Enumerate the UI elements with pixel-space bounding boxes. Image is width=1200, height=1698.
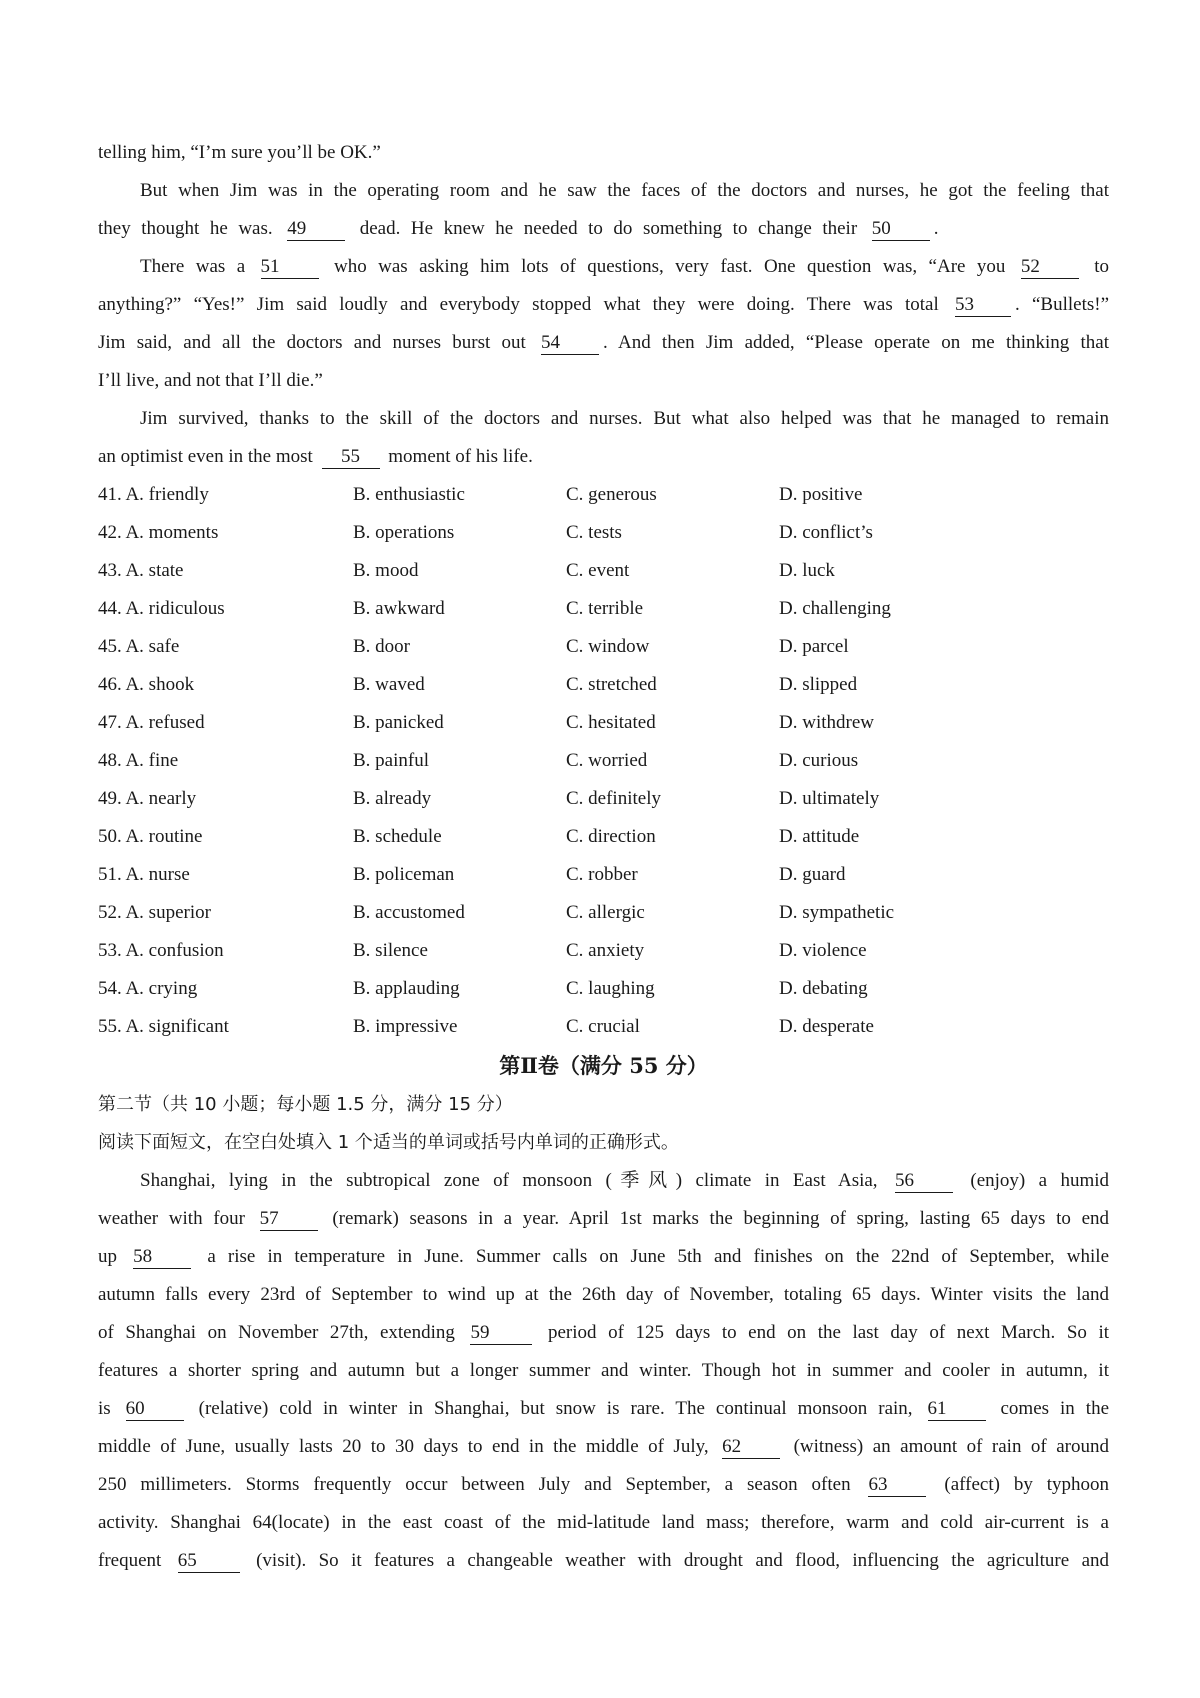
option-choice: C. generous: [566, 484, 657, 505]
passage-line: of Shanghai on November 27th, extending 59 period of 125 days to end on the last day of next March. So it: [98, 1322, 1110, 1343]
option-row: [98, 628, 1109, 666]
option-choice: 49. A. nearly: [98, 788, 197, 809]
option-choice: C. direction: [566, 826, 656, 847]
option-choice: B. applauding: [353, 978, 460, 999]
option-row: [98, 552, 1109, 590]
option-choice: D. challenging: [779, 598, 891, 619]
option-choice: D. desperate: [779, 1016, 874, 1037]
option-choice: 43. A. state: [98, 560, 184, 581]
option-choice: B. door: [353, 636, 410, 657]
option-choice: D. luck: [779, 560, 835, 581]
option-choice: 54. A. crying: [98, 978, 198, 999]
option-choice: B. awkward: [353, 598, 445, 619]
passage-line: There was a 51 who was asking him lots of questions, very fast. One question was, “Are you 52 to: [140, 256, 1110, 277]
option-choice: 45. A. safe: [98, 636, 180, 657]
option-row: [98, 742, 1109, 780]
option-choice: 53. A. confusion: [98, 940, 224, 961]
exam-page: [98, 134, 1109, 1580]
option-choice: 52. A. superior: [98, 902, 211, 923]
option-choice: D. guard: [779, 864, 846, 885]
option-choice: D. violence: [779, 940, 867, 961]
option-choice: B. enthusiastic: [353, 484, 465, 505]
option-row: [98, 856, 1109, 894]
option-row: [98, 894, 1109, 932]
option-choice: D. withdrew: [779, 712, 874, 733]
option-choice: 46. A. shook: [98, 674, 195, 695]
option-choice: B. painful: [353, 750, 429, 771]
option-choice: B. operations: [353, 522, 455, 543]
option-choice: 41. A. friendly: [98, 484, 209, 505]
option-row: [98, 590, 1109, 628]
option-choice: C. robber: [566, 864, 638, 885]
option-choice: D. attitude: [779, 826, 860, 847]
option-choice: C. anxiety: [566, 940, 645, 961]
option-row: [98, 1008, 1109, 1046]
option-choice: B. already: [353, 788, 432, 809]
section-instruction: 阅读下面短文，在空白处填入 1 个适当的单词或括号内单词的正确形式。: [98, 1132, 679, 1153]
passage-line: anything?” “Yes!” Jim said loudly and everybody stopped what they were doing. There was total 53 . “Bullets!”: [98, 294, 1110, 315]
option-choice: C. worried: [566, 750, 648, 771]
blank-52: 52: [1021, 256, 1079, 279]
blank-57: 57: [260, 1208, 318, 1231]
option-choice: D. ultimately: [779, 788, 880, 809]
passage-line: telling him, “I’m sure you’ll be OK.”: [98, 142, 381, 163]
option-choice: D. sympathetic: [779, 902, 895, 923]
passage-line: Jim said, and all the doctors and nurses burst out 54 . And then Jim added, “Please operate on me thinking that: [98, 332, 1110, 353]
option-choice: B. panicked: [353, 712, 444, 733]
option-row: [98, 932, 1109, 970]
option-choice: C. allergic: [566, 902, 645, 923]
option-choice: B. accustomed: [353, 902, 465, 923]
blank-56: 56: [895, 1170, 953, 1193]
option-choice: C. terrible: [566, 598, 644, 619]
blank-60: 60: [126, 1398, 184, 1421]
option-choice: B. mood: [353, 560, 419, 581]
blank-55: 55: [322, 446, 380, 469]
option-choice: 44. A. ridiculous: [98, 598, 225, 619]
option-row: [98, 514, 1109, 552]
option-row: [98, 476, 1109, 514]
passage-line: 250 millimeters. Storms frequently occur between July and September, a season often 63 (affect) by typhoon: [98, 1474, 1110, 1495]
option-choice: C. event: [566, 560, 630, 581]
passage-line: is 60 (relative) cold in winter in Shanghai, but snow is rare. The continual monsoon rain, 61 comes in the: [98, 1398, 1109, 1419]
section-heading: 第Ⅱ卷（满分 55 分）: [499, 1053, 708, 1078]
option-choice: B. silence: [353, 940, 428, 961]
blank-49: 49: [287, 218, 345, 241]
option-choice: 47. A. refused: [98, 712, 205, 733]
passage-line: up 58 a rise in temperature in June. Summer calls on June 5th and finishes on the 22nd of September, while: [98, 1246, 1110, 1267]
option-choice: C. definitely: [566, 788, 661, 809]
option-choice: B. schedule: [353, 826, 442, 847]
option-row: [98, 970, 1109, 1008]
option-choice: 51. A. nurse: [98, 864, 190, 885]
passage-line: frequent 65 (visit). So it features a changeable weather with drought and flood, influencing the agriculture and: [98, 1550, 1110, 1571]
option-choice: 55. A. significant: [98, 1016, 229, 1037]
passage-line: they thought he was. 49 dead. He knew he needed to do something to change their 50 .: [98, 218, 939, 239]
blank-63: 63: [868, 1474, 926, 1497]
blank-51: 51: [261, 256, 319, 279]
passage-line: Shanghai, lying in the subtropical zone of monsoon (季风) climate in East Asia, 56 (enjoy) a humid: [140, 1170, 1110, 1191]
options-list: [98, 476, 1109, 1046]
blank-58: 58: [133, 1246, 191, 1269]
blank-53: 53: [955, 294, 1011, 317]
option-choice: B. waved: [353, 674, 425, 695]
option-choice: C. stretched: [566, 674, 657, 695]
passage-line: Jim survived, thanks to the skill of the doctors and nurses. But what also helped was that he managed to remain: [140, 408, 1109, 429]
option-row: [98, 704, 1109, 742]
option-choice: C. tests: [566, 522, 622, 543]
blank-50: 50: [872, 218, 930, 241]
blank-65: 65: [178, 1550, 240, 1573]
option-choice: D. slipped: [779, 674, 858, 695]
option-choice: C. laughing: [566, 978, 655, 999]
section-subheading: 第二节（共 10 小题；每小题 1.5 分，满分 15 分）: [98, 1094, 513, 1115]
option-choice: B. policeman: [353, 864, 455, 885]
passage-line: an optimist even in the most 55 moment of his life.: [98, 446, 533, 467]
option-choice: 48. A. fine: [98, 750, 179, 771]
passage-line: But when Jim was in the operating room and he saw the faces of the doctors and nurses, he got the feeling that: [140, 180, 1109, 201]
option-choice: D. parcel: [779, 636, 849, 657]
passage-line: features a shorter spring and autumn but a longer summer and winter. Though hot in summer and cooler in autumn, it: [98, 1360, 1109, 1381]
option-choice: C. window: [566, 636, 650, 657]
option-choice: C. hesitated: [566, 712, 656, 733]
blank-62: 62: [722, 1436, 780, 1459]
option-choice: C. crucial: [566, 1016, 640, 1037]
blank-54: 54: [541, 332, 599, 355]
option-choice: D. debating: [779, 978, 868, 999]
passage-line: middle of June, usually lasts 20 to 30 days to end in the middle of July, 62 (witness) an amount of rain of around: [98, 1436, 1109, 1457]
option-choice: 50. A. routine: [98, 826, 203, 847]
blank-61: 61: [928, 1398, 986, 1421]
option-choice: D. conflict’s: [779, 522, 873, 543]
passage-line: I’ll live, and not that I’ll die.”: [98, 370, 323, 391]
passage-line: weather with four 57 (remark) seasons in a year. April 1st marks the beginning of spring, lasting 65 days to end: [98, 1208, 1110, 1229]
option-choice: 42. A. moments: [98, 522, 219, 543]
blank-59: 59: [470, 1322, 532, 1345]
option-choice: D. positive: [779, 484, 863, 505]
option-choice: D. curious: [779, 750, 859, 771]
option-choice: B. impressive: [353, 1016, 458, 1037]
option-row: [98, 666, 1109, 704]
passage-line: autumn falls every 23rd of September to wind up at the 26th day of November, totaling 65 days. Winter visits the land: [98, 1284, 1109, 1305]
passage-line: activity. Shanghai 64(locate) in the east coast of the mid-latitude land mass; therefore, warm and cold air-current is a: [98, 1512, 1109, 1533]
option-row: [98, 818, 1109, 856]
option-row: [98, 780, 1109, 818]
